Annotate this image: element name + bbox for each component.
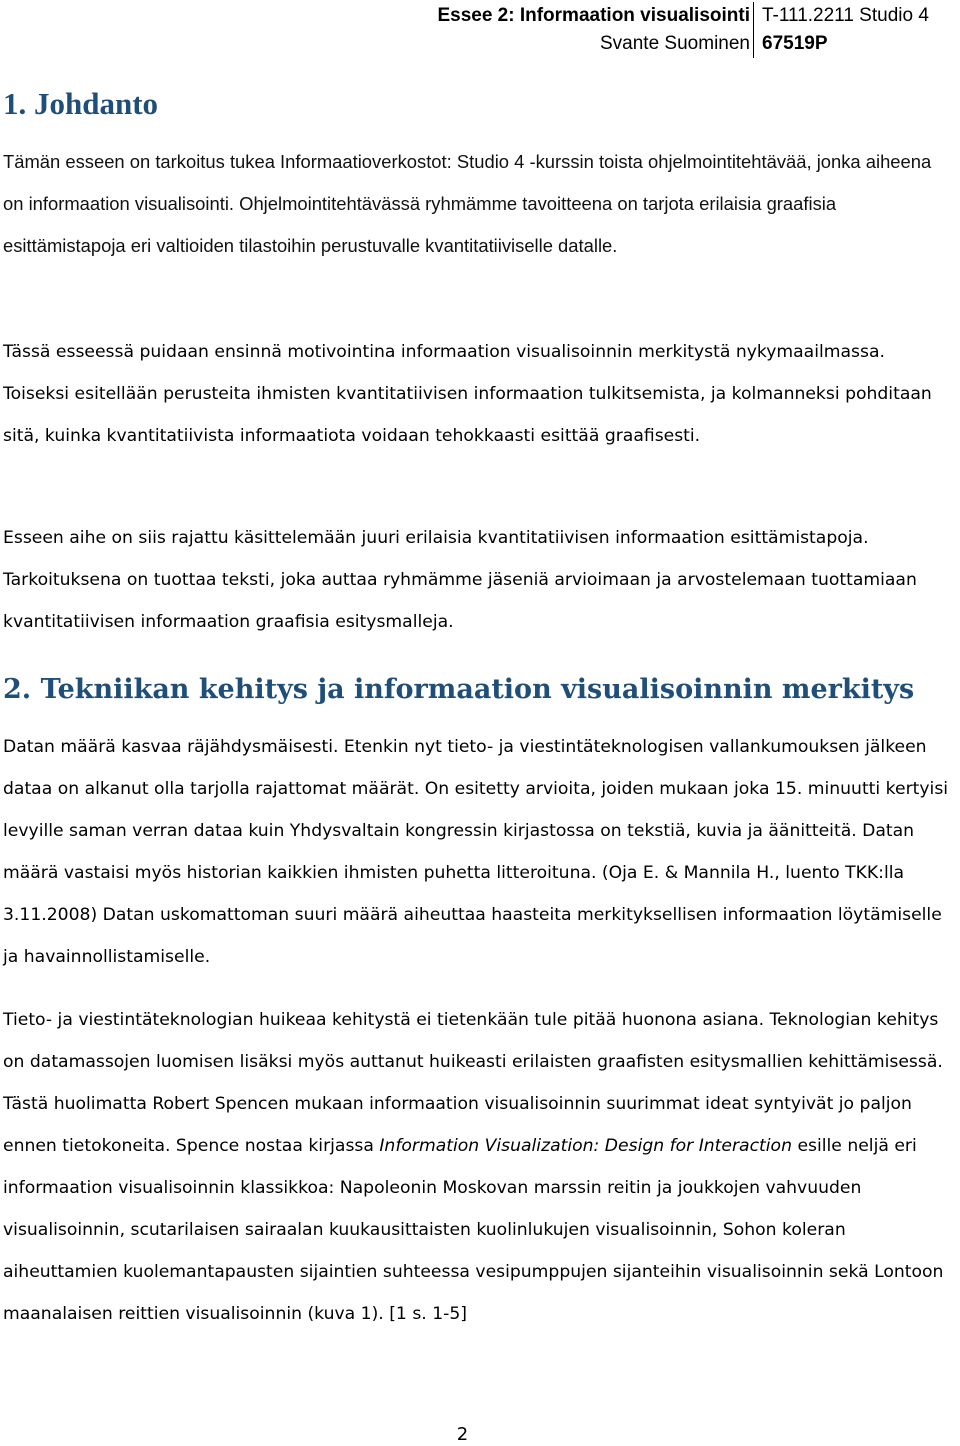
course-code: T-111.2211 Studio 4 [762, 5, 929, 26]
student-id: 67519P [762, 33, 828, 54]
paragraph-text: esille neljä eri informaation visualisoinnin klassikkoa: Napoleonin Moskovan marssin reitin ja joukkojen vahvuuden visualisoinnin, scutarilaisen sairaalan kuukausittaisten kuolinlukujen visualisoinnin, Sohon koleran aiheuttamien kuolemantapausten sijaintien suhteessa vesipumppujen sijanteihin visualisoinnin sekä Lontoon maanalaisen reittien visualisoinnin (kuva 1). [1 s. 1-5] [3, 1136, 944, 1324]
section-2-heading: 2. Tekniikan kehitys ja informaation visualisoinnin merkitys [3, 674, 915, 705]
essay-title: Essee 2: Informaation visualisointi [437, 5, 750, 26]
paragraph: Esseen aihe on siis rajattu käsittelemään juuri erilaisia kvantitatiivisen informaation esittämistapoja. Tarkoituksena on tuottaa teksti, joka auttaa ryhmämme jäseniä arvioimaan ja arvostelemaan tuottamiaan kvantitatiivisen informaation graafisia esitysmalleja. [3, 528, 917, 632]
header-right [753, 2, 958, 58]
author-name: Svante Suominen [600, 33, 750, 54]
paragraph: Tämän esseen on tarkoitus tukea Informaatioverkostot: Studio 4 -kurssin toista ohjelmointitehtävää, jonka aiheena on informaation visualisointi. Ohjelmointitehtävässä ryhmämme tavoitteena on tarjota erilaisia graafisia esittämistapoja eri valtioiden tilastoihin perustuvalle kvantitatiiviselle datalle. [3, 151, 932, 256]
paragraph: Datan määrä kasvaa räjähdysmäisesti. Etenkin nyt tieto- ja viestintäteknologisen vallankumouksen jälkeen dataa on alkanut olla tarjolla rajattomat määrät. On esitetty arvioita, joiden mukaan joka 15. minuutti kertyisi levyille saman verran dataa kuin Yhdysvaltain kongressin kirjastossa on tekstiä, kuvia ja äänitteitä. Datan määrä vastaisi myös historian kaikkien ihmisten puhetta litteroituna. (Oja E. & Mannila H., luento TKK:lla 3.11.2008) Datan uskomattoman suuri määrä aiheuttaa haasteita merkityksellisen informaation löytämiselle ja havainnollistamiselle. [3, 737, 949, 967]
header-left [437, 2, 750, 58]
page-number: 2 [456, 1424, 469, 1445]
paragraph: Tässä esseessä puidaan ensinnä motivointina informaation visualisoinnin merkitystä nykymaailmassa. Toiseksi esitellään perusteita ihmisten kvantitatiivisen informaation tulkitsemista, ja kolmanneksi pohditaan sitä, kuinka kvantitatiivista informaatiota voidaan tehokkaasti esittää graafisesti. [3, 342, 932, 446]
section-1-heading: 1. Johdanto [3, 86, 159, 121]
paragraph-text: Tieto- ja viestintäteknologian huikeaa kehitystä ei tietenkään tule pitää huonona asiana. Teknologian kehitys on datamassojen luomisen lisäksi myös auttanut huikeasti erilaisten graafisten esitysmallien kehittämisessä. Tästä huolimatta Robert Spencen mukaan informaation visualisoinnin suurimmat ideat syntyivät jo paljon ennen tietokoneita. Spence nostaa kirjassa [3, 1010, 943, 1156]
book-title: Information Visualization: Design for Interaction [379, 1136, 792, 1156]
paragraph [3, 999, 951, 1335]
